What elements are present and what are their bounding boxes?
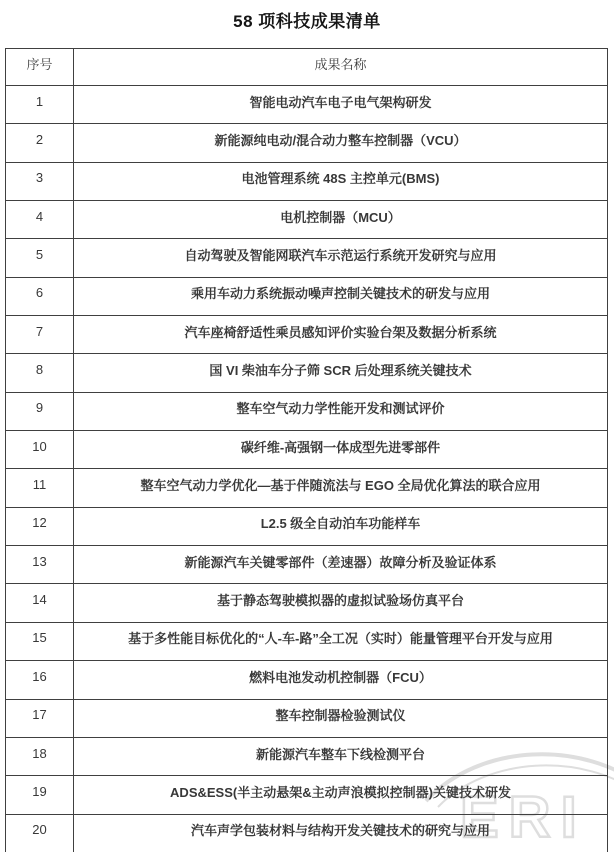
page-title: 58 项科技成果清单 — [233, 12, 381, 31]
achievement-name-cell: 乘用车动力系统振动噪声控制关键技术的研发与应用 — [74, 277, 608, 315]
achievement-name-cell: 基于多性能目标优化的“人-车-路”全工况（实时）能量管理平台开发与应用 — [74, 622, 608, 660]
achievement-name-cell: 汽车座椅舒适性乘员感知评价实验台架及数据分析系统 — [74, 316, 608, 354]
row-number-cell: 16 — [6, 661, 74, 699]
row-number-cell: 13 — [6, 546, 74, 584]
table-row — [6, 316, 608, 354]
row-number-cell: 14 — [6, 584, 74, 622]
row-number-cell: 4 — [6, 201, 74, 239]
table-row — [6, 354, 608, 392]
achievement-name-cell: 基于静态驾驶模拟器的虚拟试验场仿真平台 — [74, 584, 608, 622]
header-row — [6, 49, 608, 86]
achievement-name-cell: 电机控制器（MCU） — [74, 201, 608, 239]
table-row — [6, 776, 608, 814]
row-number-cell: 11 — [6, 469, 74, 507]
table-row — [6, 584, 608, 622]
row-number-cell: 17 — [6, 699, 74, 737]
table-row — [6, 162, 608, 200]
table-row — [6, 699, 608, 737]
row-number-cell: 15 — [6, 622, 74, 660]
table-row — [6, 392, 608, 430]
table-row — [6, 661, 608, 699]
achievement-name-cell: 新能源汽车关键零部件（差速器）故障分析及验证体系 — [74, 546, 608, 584]
column-header-name: 成果名称 — [74, 49, 608, 86]
table-row — [6, 507, 608, 545]
row-number-cell: 3 — [6, 162, 74, 200]
row-number-cell: 19 — [6, 776, 74, 814]
table-row — [6, 431, 608, 469]
row-number-cell: 2 — [6, 124, 74, 162]
achievement-name-cell: 自动驾驶及智能网联汽车示范运行系统开发研究与应用 — [74, 239, 608, 277]
row-number-cell: 8 — [6, 354, 74, 392]
row-number-cell: 18 — [6, 737, 74, 775]
achievement-name-cell: 智能电动汽车电子电气架构研发 — [74, 86, 608, 124]
table-row — [6, 277, 608, 315]
achievement-name-cell: 碳纤维-高强钢一体成型先进零部件 — [74, 431, 608, 469]
achievement-name-cell: 整车控制器检验测试仪 — [74, 699, 608, 737]
row-number-cell: 1 — [6, 86, 74, 124]
achievement-name-cell: L2.5 级全自动泊车功能样车 — [74, 507, 608, 545]
achievement-name-cell: 新能源纯电动/混合动力整车控制器（VCU） — [74, 124, 608, 162]
row-number-cell: 10 — [6, 431, 74, 469]
row-number-cell: 7 — [6, 316, 74, 354]
achievement-name-cell: 整车空气动力学性能开发和测试评价 — [74, 392, 608, 430]
table-row — [6, 124, 608, 162]
achievement-name-cell: 国 VI 柴油车分子筛 SCR 后处理系统关键技术 — [74, 354, 608, 392]
row-number-cell: 12 — [6, 507, 74, 545]
table-row — [6, 546, 608, 584]
table-row — [6, 737, 608, 775]
row-number-cell: 5 — [6, 239, 74, 277]
achievement-name-cell: ADS&ESS(半主动悬架&主动声浪模拟控制器)关键技术研发 — [74, 776, 608, 814]
achievement-name-cell: 整车空气动力学优化—基于伴随流法与 EGO 全局优化算法的联合应用 — [74, 469, 608, 507]
table-row — [6, 201, 608, 239]
achievement-name-cell: 新能源汽车整车下线检测平台 — [74, 737, 608, 775]
column-header-no: 序号 — [6, 49, 74, 86]
achievement-name-cell: 汽车声学包装材料与结构开发关键技术的研究与应用 — [74, 814, 608, 852]
table-row — [6, 86, 608, 124]
table-row — [6, 622, 608, 660]
table-row — [6, 239, 608, 277]
row-number-cell: 9 — [6, 392, 74, 430]
achievement-name-cell: 电池管理系统 48S 主控单元(BMS) — [74, 162, 608, 200]
watermark-text: ERI — [460, 785, 587, 849]
table-row — [6, 814, 608, 852]
row-number-cell: 20 — [6, 814, 74, 852]
table-row — [6, 469, 608, 507]
row-number-cell: 6 — [6, 277, 74, 315]
achievement-name-cell: 燃料电池发动机控制器（FCU） — [74, 661, 608, 699]
achievements-table — [5, 48, 608, 852]
